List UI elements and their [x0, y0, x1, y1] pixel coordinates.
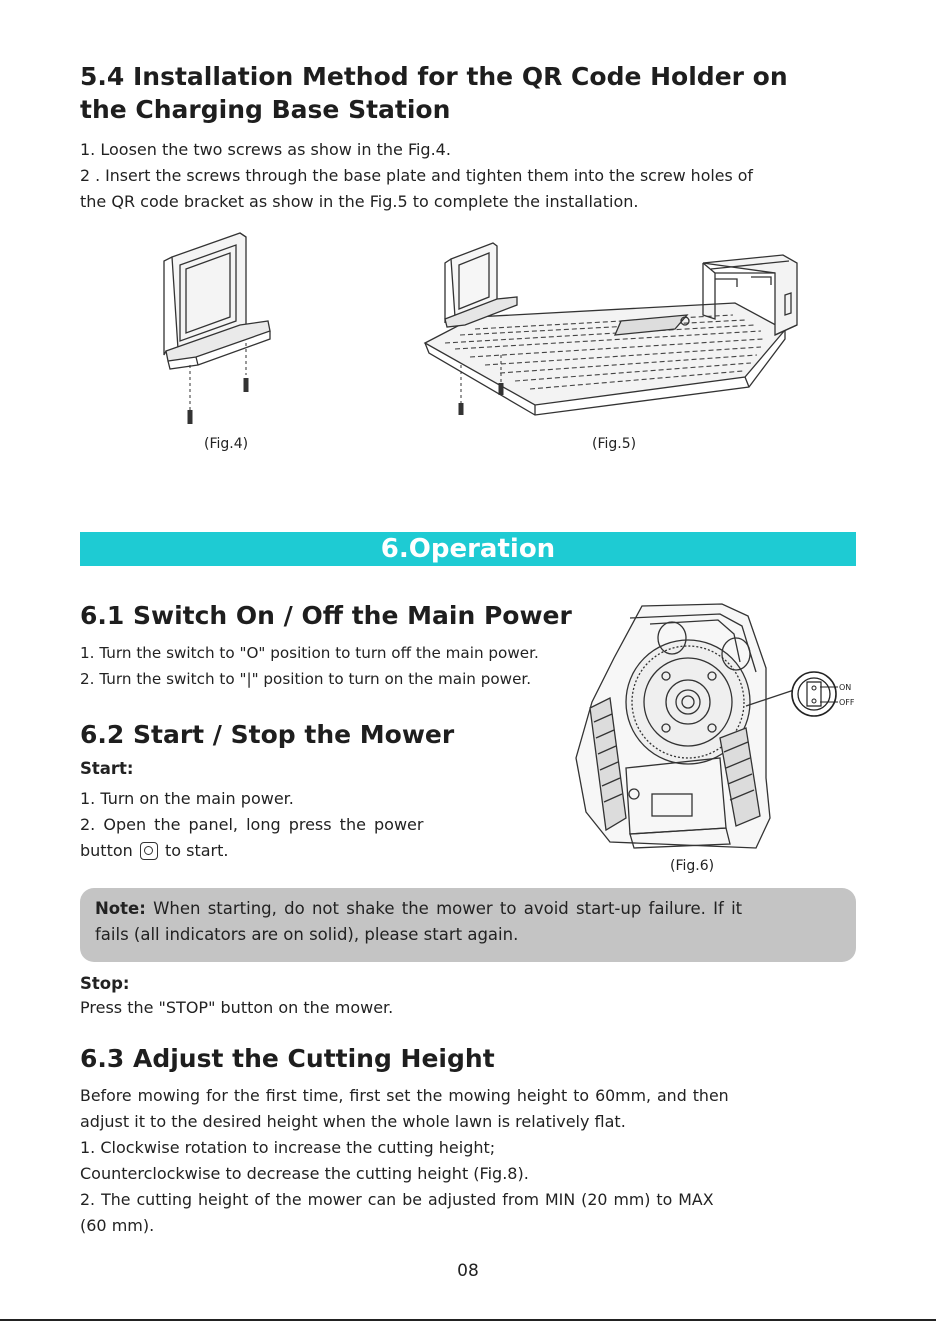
note-label: Note:: [95, 899, 146, 918]
switch-on-label: ON: [839, 683, 852, 692]
fig4-qr-bracket-illustration: [150, 225, 280, 430]
note-text: Note: When starting, do not shake the mower to avoid start-up failure. If it fails (all indicators are on solid), please start again.: [95, 899, 743, 944]
step-2-text-b: the QR code bracket as show in the Fig.5 to complete the installation.: [80, 192, 639, 211]
operation-section-banner: 6.Operation: [80, 532, 856, 566]
fig6-mower-underside-illustration: [570, 598, 860, 860]
section-6-3-title: 6.3 Adjust the Cutting Height: [80, 1044, 495, 1073]
section-6-1-title: 6.1 Switch On / Off the Main Power: [80, 601, 572, 630]
start-step-1: 1. Turn on the main power.: [80, 789, 294, 808]
section-5-4-steps: [80, 137, 856, 215]
section-5-4-title: 5.4 Installation Method for the QR Code Holder on the Charging Base Station: [80, 62, 788, 124]
section-6-3-text: Before mowing for the first time, first set the mowing height to 60mm, and then adjust it to the desired height when the whole lawn is relatively flat. 1. Clockwise rotation to increase the cutting height; Counterclockwise to decrease the cutting height (Fig.8). 2. The cutting height of the mower can be adjusted from MIN (20 mm) to MAX (60 mm).: [80, 1086, 729, 1235]
page-number: 08: [457, 1261, 479, 1281]
section-6-1-steps: [80, 640, 600, 692]
start-step-2-cont: button to start.: [80, 841, 229, 860]
fig6-caption: (Fig.6): [670, 858, 715, 874]
stop-label: Stop:: [80, 974, 130, 993]
start-label: Start:: [80, 759, 134, 778]
step-1-text: 1. Loosen the two screws as show in the Fig.4.: [80, 140, 451, 159]
bottom-rule: [0, 1319, 936, 1321]
switch-off-step: 1. Turn the switch to "O" position to turn off the main power.: [80, 644, 539, 662]
power-button-icon: [140, 842, 158, 860]
step-2-text-a: 2 . Insert the screws through the base plate and tighten them into the screw holes of: [80, 166, 753, 185]
fig5-charging-station-illustration: [415, 235, 805, 425]
switch-on-step: 2. Turn the switch to "|" position to turn on the main power.: [80, 670, 532, 688]
note-box: [80, 888, 856, 962]
section-6-2-title: 6.2 Start / Stop the Mower: [80, 720, 455, 749]
fig5-caption: (Fig.5): [592, 436, 637, 452]
start-steps: [80, 786, 468, 864]
switch-off-label: OFF: [839, 698, 855, 707]
stop-text: Press the "STOP" button on the mower.: [80, 998, 394, 1017]
start-step-2: 2. Open the panel, long press the power: [80, 815, 424, 834]
fig4-caption: (Fig.4): [204, 436, 249, 452]
